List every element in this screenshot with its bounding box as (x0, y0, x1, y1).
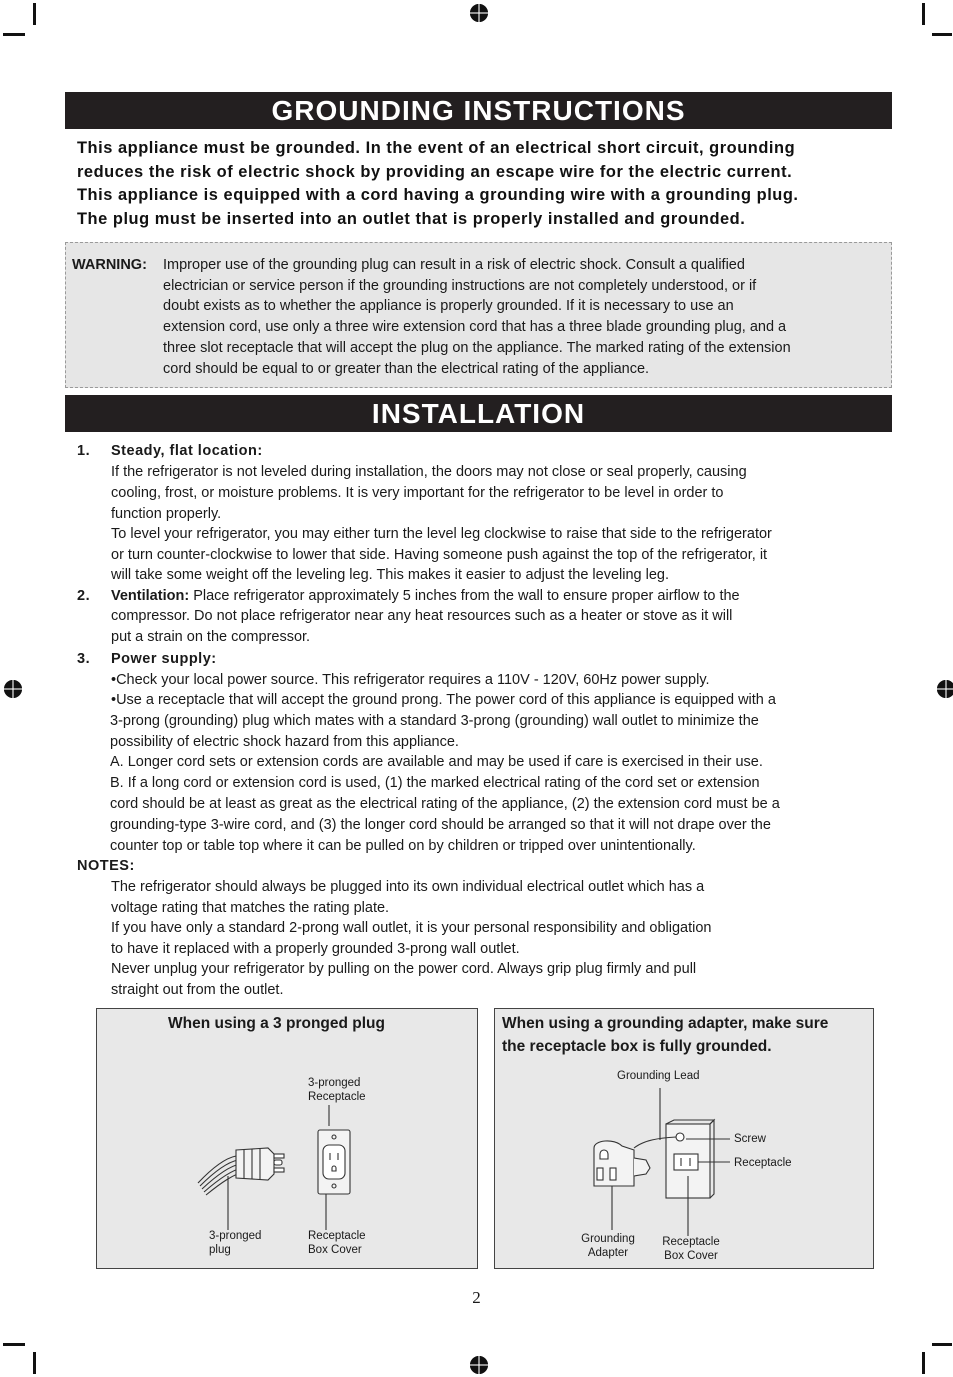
item-number: 2. (77, 588, 91, 604)
item-line: •Check your local power source. This refrigerator requires a 110V - 120V, 60Hz power supply. (111, 672, 710, 688)
item-line: put a strain on the compressor. (111, 629, 311, 645)
item-line: function properly. (111, 506, 222, 522)
crop-mark (3, 1343, 25, 1346)
crop-mark (33, 3, 36, 25)
label-line: Adapter (587, 1247, 629, 1259)
label-line: Box Cover (308, 1244, 362, 1256)
item-line: If the refrigerator is not leveled during installation, the doors may not close or seal properly, causing (111, 464, 747, 480)
note-line: voltage rating that matches the rating plate. (111, 900, 390, 916)
crop-mark (3, 33, 25, 36)
intro-line: The plug must be inserted into an outlet that is properly installed and grounded. (77, 209, 746, 228)
label-line: 3-pronged (308, 1077, 361, 1089)
item-line: possibility of electric shock hazard from this appliance. (110, 734, 459, 750)
warning-line: electrician or service person if the grounding instructions are not completely understood, or if (163, 277, 757, 294)
item-line: compressor. Do not place refrigerator near any heat resources such as a heater or stove as it will (111, 608, 733, 624)
note-line: If you have only a standard 2-prong wall outlet, it is your personal responsibility and obligation (111, 920, 712, 936)
item-line: B. If a long cord or extension cord is used, (1) the marked electrical rating of the cord set or extension (110, 775, 760, 791)
note-line: The refrigerator should always be plugged into its own individual electrical outlet which has a (111, 879, 705, 895)
warning-line: three slot receptacle that will accept the plug on the appliance. The marked rating of the extension (163, 339, 791, 356)
warning-line: Improper use of the grounding plug can result in a risk of electric shock. Consult a qualified (163, 257, 745, 273)
item-line: Place refrigerator approximately 5 inches from the wall to ensure proper airflow to the (193, 588, 740, 604)
label-grounding-lead: Grounding Lead (617, 1070, 700, 1082)
warning-line: doubt exists as to whether the appliance is properly grounded. If it is necessary to use an (163, 298, 734, 315)
warning-line: extension cord, use only a three wire extension cord that has a three blade grounding plug, and a (163, 319, 787, 336)
item-line: To level your refrigerator, you may either turn the level leg clockwise to raise that side to the refrigerator (111, 526, 772, 542)
crop-mark (922, 3, 925, 25)
label-screw: Screw (734, 1133, 766, 1145)
registration-mark (470, 4, 488, 22)
intro-line: This appliance must be grounded. In the event of an electrical short circuit, grounding (77, 139, 796, 157)
item-line: grounding-type 3-wire cord, and (3) the longer cord should be arranged so that it will not drape over the (110, 817, 771, 833)
item-first-line (111, 586, 740, 607)
note-line: Never unplug your refrigerator by pulling on the power cord. Always grip plug firmly and pull (111, 961, 697, 977)
figure-title-line: When using a grounding adapter, make sure (502, 1015, 829, 1032)
crop-mark (33, 1352, 36, 1374)
item-line: A. Longer cord sets or extension cords are available and may be used if care is exercised in their use. (110, 754, 763, 770)
label-line: 3-pronged (209, 1230, 262, 1242)
crop-mark (932, 1343, 952, 1346)
grounding-title-bar (65, 92, 892, 129)
registration-mark (470, 1356, 488, 1374)
item-number: 1. (77, 443, 91, 459)
item-heading: Power supply: (111, 651, 217, 667)
warning-line: cord should be equal to or greater than the electrical rating of the appliance. (163, 360, 650, 377)
item-line: cord should be at least as great as the electrical rating of the appliance, (2) the extension cord must be a (110, 796, 780, 812)
crop-mark (932, 33, 952, 36)
installation-title-bar (65, 395, 892, 432)
note-line: to have it replaced with a properly grounded 3-prong wall outlet. (111, 941, 520, 957)
label-receptacle (308, 1076, 366, 1104)
item-number: 3. (77, 651, 91, 667)
item-heading: Ventilation: (111, 588, 190, 604)
warning-text (163, 255, 893, 379)
notes-heading: NOTES: (77, 858, 135, 874)
registration-mark (937, 680, 953, 698)
note-line: straight out from the outlet. (111, 982, 284, 998)
item-line: •Use a receptacle that will accept the ground prong. The power cord of this appliance is equipped with a (111, 692, 776, 708)
label-line: Receptacle (662, 1236, 720, 1248)
label-box-cover (308, 1229, 366, 1257)
label-line: Box Cover (664, 1250, 718, 1262)
plug-and-receptacle-illustration (96, 1008, 476, 1267)
label-box-cover (659, 1235, 723, 1263)
crop-mark (922, 1352, 925, 1374)
label-line: plug (209, 1244, 231, 1256)
item-line: or turn counter-clockwise to lower that side. Having someone push against the top of the refrigerator, it (111, 547, 768, 563)
warning-label: WARNING: (72, 257, 147, 273)
label-line: Grounding (581, 1233, 635, 1245)
label-line: Receptacle (308, 1091, 366, 1103)
item-line: 3-prong (grounding) plug which mates with a standard 3-prong (grounding) wall outlet to minimize the (110, 713, 759, 729)
intro-line: reduces the risk of electric shock by providing an escape wire for the electric current. (77, 162, 793, 181)
grounding-intro (77, 137, 877, 231)
figure-title: When using a 3 pronged plug (168, 1015, 385, 1032)
grounding-title: GROUNDING INSTRUCTIONS (271, 95, 686, 126)
grounding-adapter-illustration (494, 1008, 872, 1267)
page-number: 2 (472, 1288, 481, 1307)
label-plug (209, 1229, 261, 1257)
figure-title-line: the receptacle box is fully grounded. (502, 1037, 772, 1055)
label-receptacle: Receptacle (734, 1157, 792, 1169)
registration-mark (4, 680, 22, 698)
installation-title: INSTALLATION (371, 398, 586, 429)
label-grounding-adapter (579, 1232, 637, 1260)
intro-line: This appliance is equipped with a cord having a grounding wire with a grounding plug. (77, 186, 799, 204)
item-heading: Steady, flat location: (111, 443, 263, 459)
item-line: counter top or table top where it can be pulled on by children or tripped over unintentionally. (110, 838, 696, 854)
label-line: Receptacle (308, 1230, 366, 1242)
item-line: cooling, frost, or moisture problems. It is very important for the refrigerator to be level in order to (111, 485, 724, 501)
item-line: will take some weight off the leveling leg. This makes it easier to adjust the leveling leg. (111, 567, 670, 583)
